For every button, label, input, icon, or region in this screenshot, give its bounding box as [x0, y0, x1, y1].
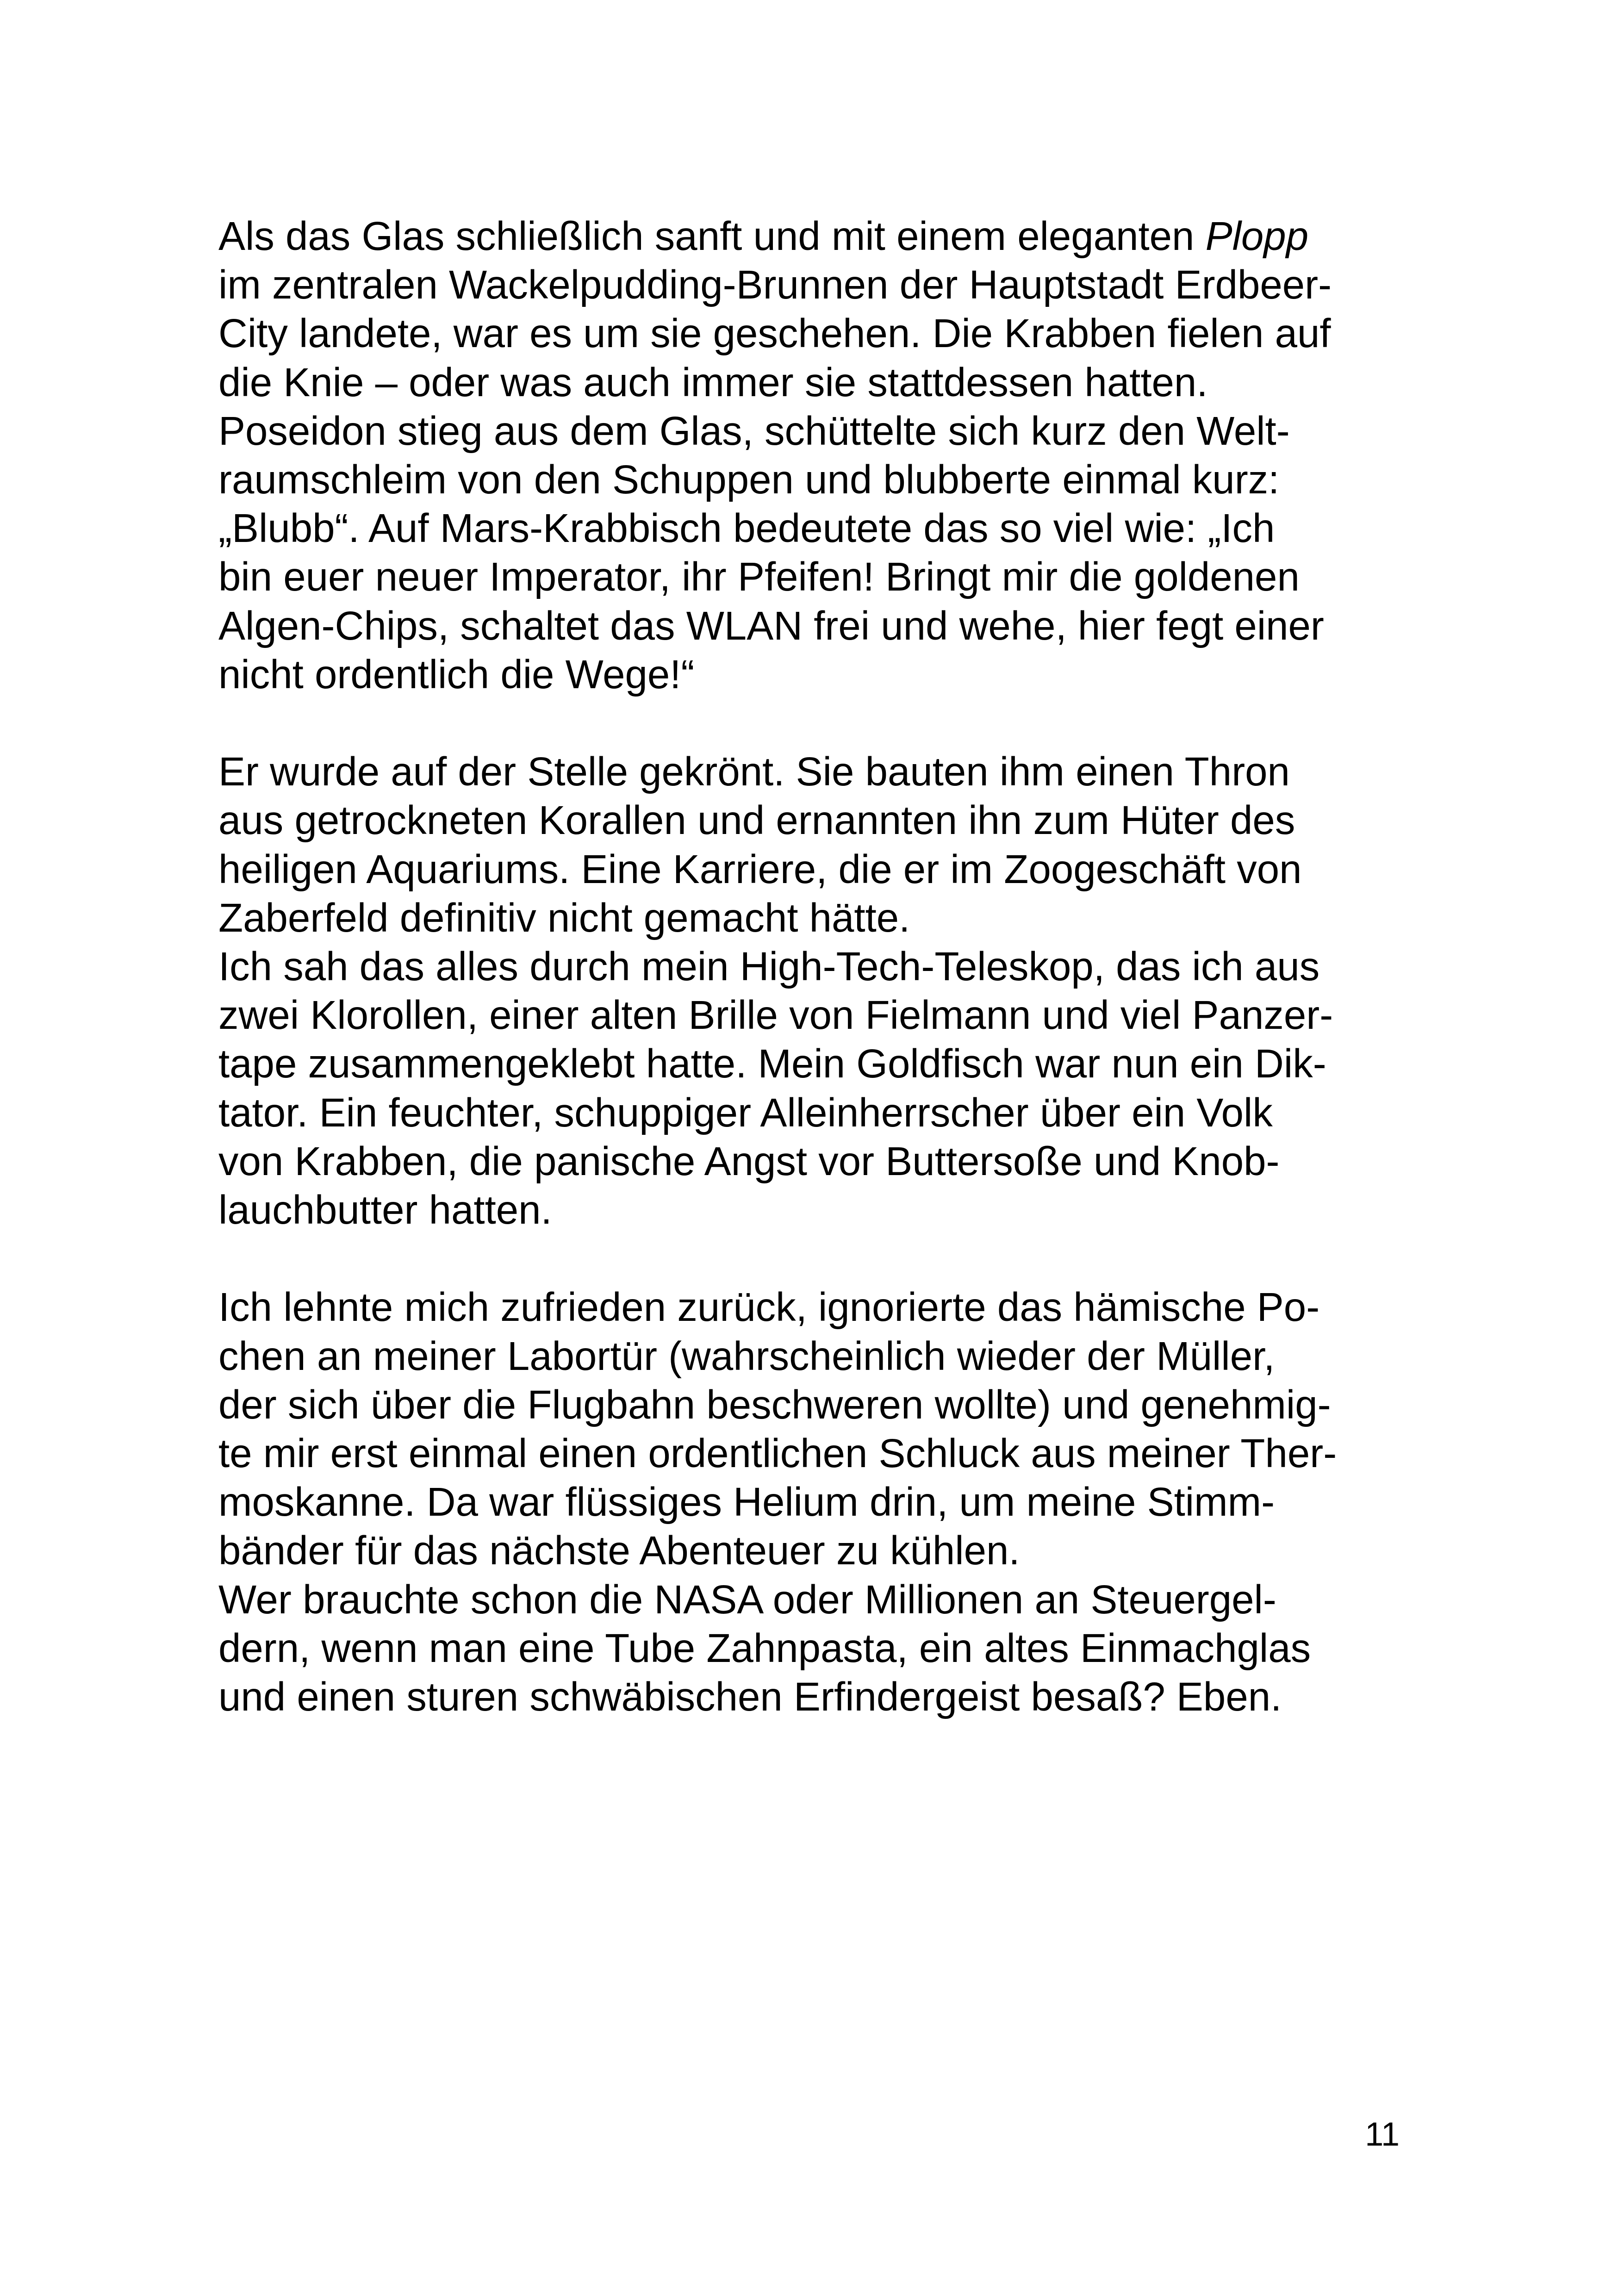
paragraph [218, 212, 1422, 699]
text-line: bin euer neuer Imperator, ihr Pfeifen! Bringt mir die goldenen [218, 554, 1300, 600]
text-line: nicht ordentlich die Wege!“ [218, 652, 695, 697]
text-line: Ich lehnte mich zufrieden zurück, ignorierte das hämische Po- [218, 1285, 1320, 1330]
body-text [218, 212, 1422, 1721]
text-line: te mir erst einmal einen ordentlichen Schluck aus meiner Ther- [218, 1431, 1337, 1476]
text-line: heiligen Aquariums. Eine Karriere, die er im Zoogeschäft von [218, 846, 1302, 892]
text-line: im zentralen Wackelpudding-Brunnen der Hauptstadt Erdbeer- [218, 262, 1332, 308]
text-line: und einen sturen schwäbischen Erfindergeist besaß? Eben. [218, 1674, 1282, 1720]
text-line: tape zusammengeklebt hatte. Mein Goldfisch war nun ein Dik- [218, 1041, 1326, 1087]
text-line: tator. Ein feuchter, schuppiger Alleinherrscher über ein Volk [218, 1090, 1273, 1135]
paragraph [218, 747, 1422, 942]
paragraph-gap [218, 1234, 1422, 1283]
paragraph [218, 1283, 1422, 1575]
text-line: chen an meiner Labortür (wahrscheinlich wieder der Müller, [218, 1333, 1275, 1379]
text-line: lauchbutter hatten. [218, 1188, 552, 1233]
paragraph-gap [218, 699, 1422, 747]
text-line: dern, wenn man eine Tube Zahnpasta, ein altes Einmachglas [218, 1625, 1311, 1671]
text-line: City landete, war es um sie geschehen. Die Krabben fielen auf [218, 311, 1331, 356]
text-line: die Knie – oder was auch immer sie stattdessen hatten. [218, 360, 1208, 405]
paragraph [218, 942, 1422, 1234]
text-line: Ich sah das alles durch mein High-Tech-Teleskop, das ich aus [218, 944, 1320, 989]
text-line: Algen-Chips, schaltet das WLAN frei und wehe, hier fegt einer [218, 603, 1324, 648]
text-line: raumschleim von den Schuppen und blubberte einmal kurz: [218, 457, 1280, 503]
text-line: „Blubb“. Auf Mars-Krabbisch bedeutete das so viel wie: „Ich [218, 506, 1275, 551]
text-line: Wer brauchte schon die NASA oder Millionen an Steuergel- [218, 1577, 1276, 1622]
paragraph [218, 1575, 1422, 1722]
text-line: der sich über die Flugbahn beschweren wollte) und genehmig- [218, 1382, 1331, 1427]
text-line: Er wurde auf der Stelle gekrönt. Sie bauten ihm einen Thron [218, 749, 1290, 795]
text-line: Zaberfeld definitiv nicht gemacht hätte. [218, 895, 910, 940]
text-line: Poseidon stieg aus dem Glas, schüttelte sich kurz den Welt- [218, 408, 1290, 454]
text-line: moskanne. Da war flüssiges Helium drin, um meine Stimm- [218, 1480, 1275, 1525]
page-number: 11 [1365, 2116, 1400, 2153]
text-run: Als das Glas schließlich sanft und mit einem eleganten [218, 214, 1206, 259]
text-line: bänder für das nächste Abenteuer zu kühlen. [218, 1528, 1020, 1574]
text-line: von Krabben, die panische Angst vor Buttersoße und Knob- [218, 1139, 1280, 1184]
text-line: aus getrockneten Korallen und ernannten ihn zum Hüter des [218, 798, 1295, 843]
text-line: zwei Klorollen, einer alten Brille von Fielmann und viel Panzer- [218, 993, 1333, 1038]
text-line [218, 212, 1422, 261]
emphasized-word: Plopp [1205, 214, 1309, 259]
